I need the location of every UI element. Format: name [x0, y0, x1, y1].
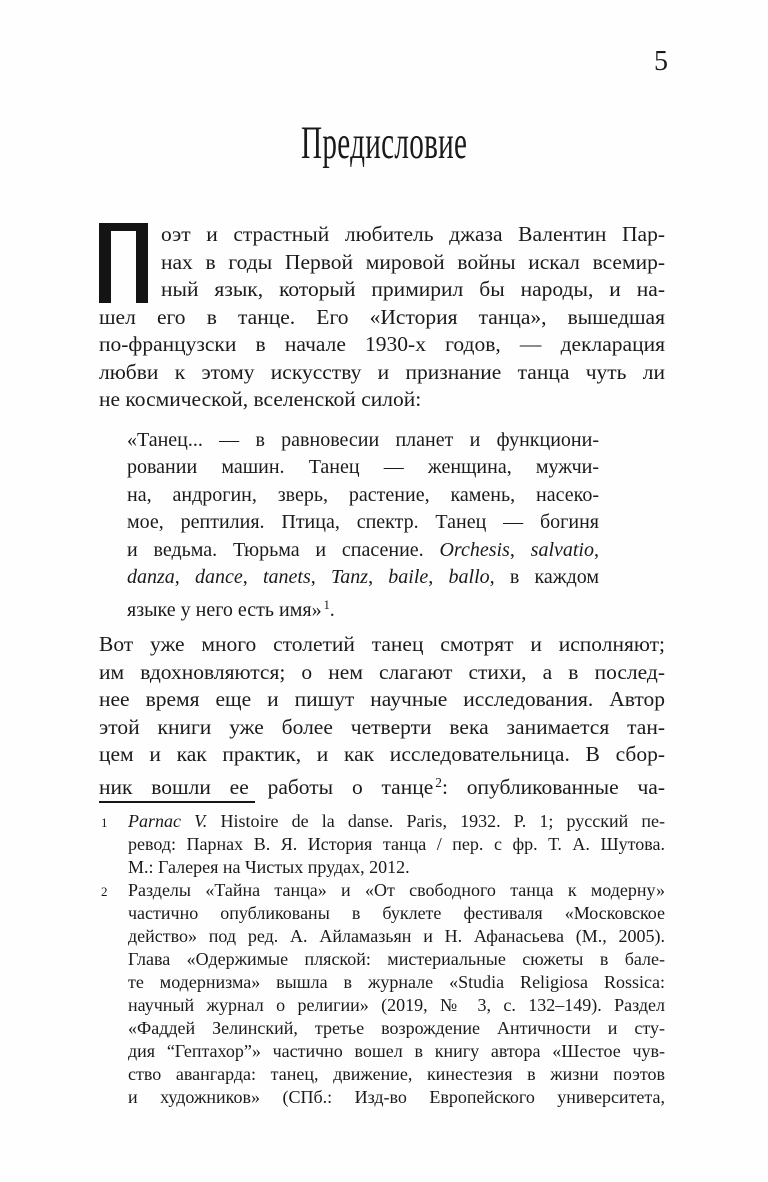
- text-line: и художников» (СПб.: Изд-во Европейского университета,: [128, 1087, 665, 1107]
- text-line: ник вошли ее работы о танце $^2$: опубликованные ча-: [99, 774, 665, 799]
- text-line: danza, dance, tanets, Tanz, baile, ballo, в каждом: [127, 566, 600, 588]
- footnote-separator-rule: [99, 801, 255, 803]
- footnotes-block: [99, 810, 665, 1109]
- drop-cap-letter: [111, 231, 112, 232]
- text-line: «Фаддей Зелинский, третье возрождение Античности и сту-: [128, 1018, 665, 1038]
- footnote-2-lines: [128, 879, 665, 1109]
- footnote-1-marker: 1: [101, 815, 108, 830]
- text-line: Parnac V. Histoire de la danse. Paris, 1932. P. 1; русский пе-: [128, 811, 665, 831]
- text-line: этой книги уже более четверти века занимается тан-: [99, 714, 665, 739]
- text-line: им вдохновляются; о нем слагают стихи, а в послед-: [99, 659, 665, 684]
- text-line: и ведьма. Тюрьма и спасение. Orchesis, salvatio,: [127, 538, 599, 561]
- footnote-1-lines: [128, 810, 665, 879]
- text-line: ство авангарда: танец, движение, кинестезия в жизни поэтов: [128, 1064, 665, 1084]
- text-line: оэт и страстный любитель джаза Валентин Пар-: [161, 222, 665, 246]
- text-line: не космической, вселенской силой:: [99, 387, 422, 411]
- text-line: на, андрогин, зверь, растение, камень, насеко-: [127, 483, 599, 506]
- text-line: ный язык, который примирил бы народы, и на-: [161, 277, 665, 301]
- text-line: языке у него есть имя» $^1$.: [127, 597, 335, 621]
- text-line: по-французски в начале 1930-х годов, — декларация: [99, 332, 665, 356]
- footnote-2: [99, 879, 665, 1109]
- text-line: ровании машин. Танец — женщина, мужчи-: [127, 456, 599, 478]
- block-quote: [127, 427, 599, 625]
- text-line: Вот уже много столетий танец смотрят и исполняют;: [99, 632, 665, 656]
- footnote-1: [99, 810, 665, 879]
- text-line: М.: Галерея на Чистых прудах, 2012.: [128, 857, 410, 877]
- text-line: нах в годы Первой мировой войны искал всемир-: [161, 249, 665, 274]
- text-line: шел его в танце. Его «История танца», вышедшая: [99, 304, 665, 329]
- text-line: «Танец... — в равновесии планет и функциони-: [127, 428, 599, 451]
- text-line: действо» под ред. А. Айламазьян и Н. Афанасьева (М., 2005).: [128, 926, 665, 946]
- text-line: любви к этому искусству и признание танца чуть ли: [99, 359, 665, 384]
- text-line: цем и как практик, и как исследовательница. В сбор-: [99, 742, 665, 766]
- text-line: ревод: Парнах В. Я. История танца / пер. с фр. Т. А. Шутова.: [128, 834, 665, 854]
- chapter-title-text: Предисловие: [300, 117, 468, 169]
- paragraph-intro: [99, 221, 665, 414]
- text-line: Глава «Одержимые пляской: мистериальные сюжеты в бале-: [128, 949, 665, 969]
- chapter-title: [0, 118, 768, 170]
- paragraph-intro-lines: [99, 221, 665, 414]
- text-line: научный журнал о религии» (2019, № 3, с. 132–149). Раздел: [128, 995, 665, 1015]
- body-text-column: [99, 221, 665, 801]
- page-number: 5: [654, 46, 668, 77]
- text-line: те модернизма» вышла в журнале «Studia Religiosa Rossica:: [128, 972, 665, 992]
- text-line: нее время еще и пишут научные исследования. Автор: [99, 687, 665, 711]
- text-line: дия “Гептахор”» частично вошел в книгу автора «Шестое чув-: [128, 1041, 665, 1061]
- paragraph-second: [99, 631, 665, 801]
- text-line: Разделы «Тайна танца» и «От свободного танца к модерну»: [128, 880, 665, 900]
- drop-cap: [99, 223, 148, 303]
- text-line: мое, рептилия. Птица, спектр. Танец — богиня: [127, 511, 599, 533]
- text-line: частично опубликованы в буклете фестиваля «Московское: [128, 903, 665, 923]
- footnote-2-marker: 2: [101, 884, 108, 899]
